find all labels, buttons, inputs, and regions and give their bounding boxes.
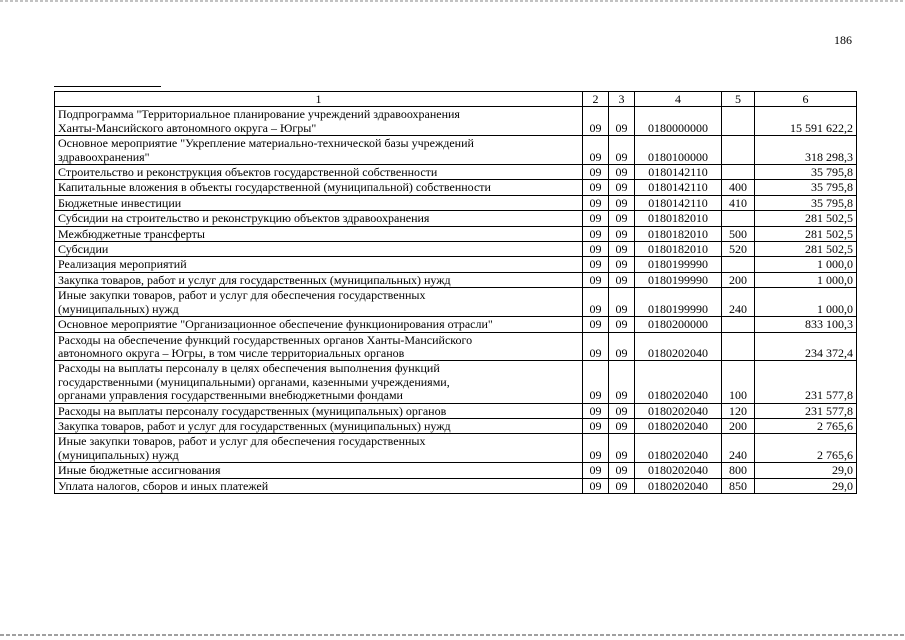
table-row	[55, 418, 857, 433]
row-section-cell: 09	[583, 257, 609, 272]
row-subsection-cell: 09	[609, 211, 635, 226]
row-section-cell: 09	[583, 361, 609, 403]
row-expense-type-cell	[722, 332, 755, 361]
table-row	[55, 195, 857, 210]
table-row	[55, 317, 857, 332]
row-subsection-cell: 09	[609, 257, 635, 272]
table-row	[55, 180, 857, 195]
row-section-cell: 09	[583, 463, 609, 478]
row-name-cell	[55, 403, 583, 418]
row-target-code-cell: 0180182010	[635, 242, 722, 257]
row-name-text: Расходы на выплаты персоналу государственных (муниципальных) органов	[58, 403, 447, 418]
budget-table	[54, 91, 857, 494]
row-amount-cell: 29,0	[755, 478, 857, 493]
row-expense-type-cell	[722, 257, 755, 272]
table-row	[55, 463, 857, 478]
row-target-code-cell: 0180202040	[635, 418, 722, 433]
row-expense-type-cell	[722, 107, 755, 136]
row-expense-type-cell	[722, 211, 755, 226]
row-target-code-cell: 0180202040	[635, 463, 722, 478]
column-header-expense-type: 5	[722, 92, 755, 107]
scan-edge-bottom	[0, 634, 905, 636]
row-section-cell: 09	[583, 195, 609, 210]
row-name-cell	[55, 136, 583, 165]
row-amount-cell: 1 000,0	[755, 272, 857, 287]
table-row	[55, 165, 857, 180]
table-row	[55, 257, 857, 272]
row-amount-cell: 318 298,3	[755, 136, 857, 165]
row-amount-cell: 2 765,6	[755, 418, 857, 433]
row-name-cell	[55, 195, 583, 210]
scan-edge-top	[0, 0, 905, 2]
row-target-code-cell: 0180202040	[635, 332, 722, 361]
row-target-code-cell: 0180202040	[635, 361, 722, 403]
column-header-target-code: 4	[635, 92, 722, 107]
row-name-cell	[55, 165, 583, 180]
row-target-code-cell: 0180182010	[635, 226, 722, 241]
row-section-cell: 09	[583, 226, 609, 241]
row-expense-type-cell: 100	[722, 361, 755, 403]
row-subsection-cell: 09	[609, 361, 635, 403]
row-name-text: Иные закупки товаров, работ и услуг для обеспечения государственных (муниципальных) нужд	[58, 288, 426, 316]
row-target-code-cell: 0180202040	[635, 434, 722, 463]
row-expense-type-cell: 400	[722, 180, 755, 195]
row-target-code-cell: 0180142110	[635, 180, 722, 195]
row-subsection-cell: 09	[609, 463, 635, 478]
row-name-text: Основное мероприятие "Организационное обеспечение функционирования отрасли"	[58, 317, 493, 332]
row-name-text: Основное мероприятие "Укрепление материально-технической базы учреждений здравоохранения"	[58, 136, 474, 164]
table-row	[55, 226, 857, 241]
table-header-row	[55, 92, 857, 107]
row-name-cell	[55, 272, 583, 287]
row-amount-cell: 281 502,5	[755, 242, 857, 257]
table-row	[55, 272, 857, 287]
page-number: 186	[834, 33, 852, 47]
row-amount-cell: 2 765,6	[755, 434, 857, 463]
row-expense-type-cell: 240	[722, 434, 755, 463]
row-subsection-cell: 09	[609, 136, 635, 165]
row-subsection-cell: 09	[609, 434, 635, 463]
row-amount-cell: 35 795,8	[755, 195, 857, 210]
header-rule	[54, 86, 161, 87]
row-expense-type-cell: 520	[722, 242, 755, 257]
row-subsection-cell: 09	[609, 107, 635, 136]
table-row	[55, 288, 857, 317]
row-expense-type-cell: 800	[722, 463, 755, 478]
row-name-cell	[55, 478, 583, 493]
row-section-cell: 09	[583, 107, 609, 136]
row-target-code-cell: 0180000000	[635, 107, 722, 136]
row-section-cell: 09	[583, 211, 609, 226]
row-subsection-cell: 09	[609, 242, 635, 257]
row-target-code-cell: 0180142110	[635, 195, 722, 210]
row-name-cell	[55, 463, 583, 478]
row-amount-cell: 231 577,8	[755, 403, 857, 418]
row-target-code-cell: 0180100000	[635, 136, 722, 165]
row-subsection-cell: 09	[609, 478, 635, 493]
row-subsection-cell: 09	[609, 288, 635, 317]
row-section-cell: 09	[583, 136, 609, 165]
row-name-text: Расходы на выплаты персоналу в целях обеспечения выполнения функций государственными (муниципальными) органами, казенными учреждениями, органами управления государственными внебюджетными фондами	[58, 361, 450, 403]
column-header-subsection: 3	[609, 92, 635, 107]
row-name-cell	[55, 361, 583, 403]
table-row	[55, 361, 857, 403]
row-target-code-cell: 0180199990	[635, 272, 722, 287]
row-name-text: Расходы на обеспечение функций государственных органов Ханты-Мансийского автономного округа – Югры, в том числе территориальных органов	[58, 332, 473, 360]
row-name-text: Субсидии на строительство и реконструкцию объектов здравоохранения	[58, 211, 430, 226]
row-name-cell	[55, 434, 583, 463]
row-name-cell	[55, 107, 583, 136]
row-target-code-cell: 0180199990	[635, 257, 722, 272]
row-subsection-cell: 09	[609, 226, 635, 241]
row-subsection-cell: 09	[609, 180, 635, 195]
row-name-cell	[55, 180, 583, 195]
row-amount-cell: 1 000,0	[755, 257, 857, 272]
row-expense-type-cell: 410	[722, 195, 755, 210]
row-amount-cell: 833 100,3	[755, 317, 857, 332]
row-expense-type-cell: 120	[722, 403, 755, 418]
row-target-code-cell: 0180182010	[635, 211, 722, 226]
table-row	[55, 107, 857, 136]
row-name-cell	[55, 317, 583, 332]
row-name-text: Закупка товаров, работ и услуг для государственных (муниципальных) нужд	[58, 418, 451, 433]
row-target-code-cell: 0180199990	[635, 288, 722, 317]
table-row	[55, 332, 857, 361]
row-section-cell: 09	[583, 242, 609, 257]
row-subsection-cell: 09	[609, 272, 635, 287]
row-amount-cell: 1 000,0	[755, 288, 857, 317]
row-name-text: Реализация мероприятий	[58, 257, 187, 272]
budget-table-body	[55, 92, 857, 494]
row-expense-type-cell: 240	[722, 288, 755, 317]
row-name-text: Межбюджетные трансферты	[58, 226, 205, 241]
column-header-amount: 6	[755, 92, 857, 107]
row-section-cell: 09	[583, 165, 609, 180]
row-name-cell	[55, 242, 583, 257]
row-name-text: Строительство и реконструкция объектов государственной собственности	[58, 165, 438, 180]
row-name-cell	[55, 211, 583, 226]
row-name-text: Уплата налогов, сборов и иных платежей	[58, 478, 269, 493]
row-section-cell: 09	[583, 418, 609, 433]
row-section-cell: 09	[583, 434, 609, 463]
row-name-cell	[55, 418, 583, 433]
row-target-code-cell: 0180200000	[635, 317, 722, 332]
row-amount-cell: 35 795,8	[755, 165, 857, 180]
row-name-cell	[55, 226, 583, 241]
table-row	[55, 211, 857, 226]
row-expense-type-cell: 200	[722, 272, 755, 287]
row-expense-type-cell	[722, 317, 755, 332]
row-subsection-cell: 09	[609, 195, 635, 210]
row-amount-cell: 29,0	[755, 463, 857, 478]
row-subsection-cell: 09	[609, 403, 635, 418]
row-subsection-cell: 09	[609, 418, 635, 433]
row-amount-cell: 234 372,4	[755, 332, 857, 361]
row-subsection-cell: 09	[609, 332, 635, 361]
row-name-cell	[55, 288, 583, 317]
table-row	[55, 242, 857, 257]
row-name-cell	[55, 257, 583, 272]
table-row	[55, 403, 857, 418]
row-target-code-cell: 0180202040	[635, 403, 722, 418]
row-subsection-cell: 09	[609, 165, 635, 180]
row-name-text: Субсидии	[58, 242, 109, 257]
row-amount-cell: 231 577,8	[755, 361, 857, 403]
row-section-cell: 09	[583, 403, 609, 418]
row-target-code-cell: 0180142110	[635, 165, 722, 180]
row-section-cell: 09	[583, 288, 609, 317]
row-expense-type-cell: 500	[722, 226, 755, 241]
row-subsection-cell: 09	[609, 317, 635, 332]
column-header-section: 2	[583, 92, 609, 107]
row-section-cell: 09	[583, 317, 609, 332]
row-name-cell	[55, 332, 583, 361]
row-name-text: Закупка товаров, работ и услуг для государственных (муниципальных) нужд	[58, 272, 451, 287]
row-name-text: Иные бюджетные ассигнования	[58, 463, 221, 478]
row-amount-cell: 35 795,8	[755, 180, 857, 195]
table-row	[55, 478, 857, 493]
row-expense-type-cell	[722, 136, 755, 165]
row-target-code-cell: 0180202040	[635, 478, 722, 493]
table-row	[55, 434, 857, 463]
row-section-cell: 09	[583, 332, 609, 361]
row-expense-type-cell	[722, 165, 755, 180]
column-header-name: 1	[55, 92, 583, 107]
row-amount-cell: 281 502,5	[755, 211, 857, 226]
row-expense-type-cell: 200	[722, 418, 755, 433]
row-expense-type-cell: 850	[722, 478, 755, 493]
row-section-cell: 09	[583, 478, 609, 493]
row-name-text: Иные закупки товаров, работ и услуг для обеспечения государственных (муниципальных) нужд	[58, 434, 426, 462]
row-section-cell: 09	[583, 272, 609, 287]
row-amount-cell: 281 502,5	[755, 226, 857, 241]
row-name-text: Бюджетные инвестиции	[58, 195, 182, 210]
row-name-text: Подпрограмма "Территориальное планирование учреждений здравоохранения Ханты-Мансийского автономного округа – Югры"	[58, 107, 460, 135]
row-section-cell: 09	[583, 180, 609, 195]
row-amount-cell: 15 591 622,2	[755, 107, 857, 136]
row-name-text: Капитальные вложения в объекты государственной (муниципальной) собственности	[58, 180, 491, 195]
table-row	[55, 136, 857, 165]
